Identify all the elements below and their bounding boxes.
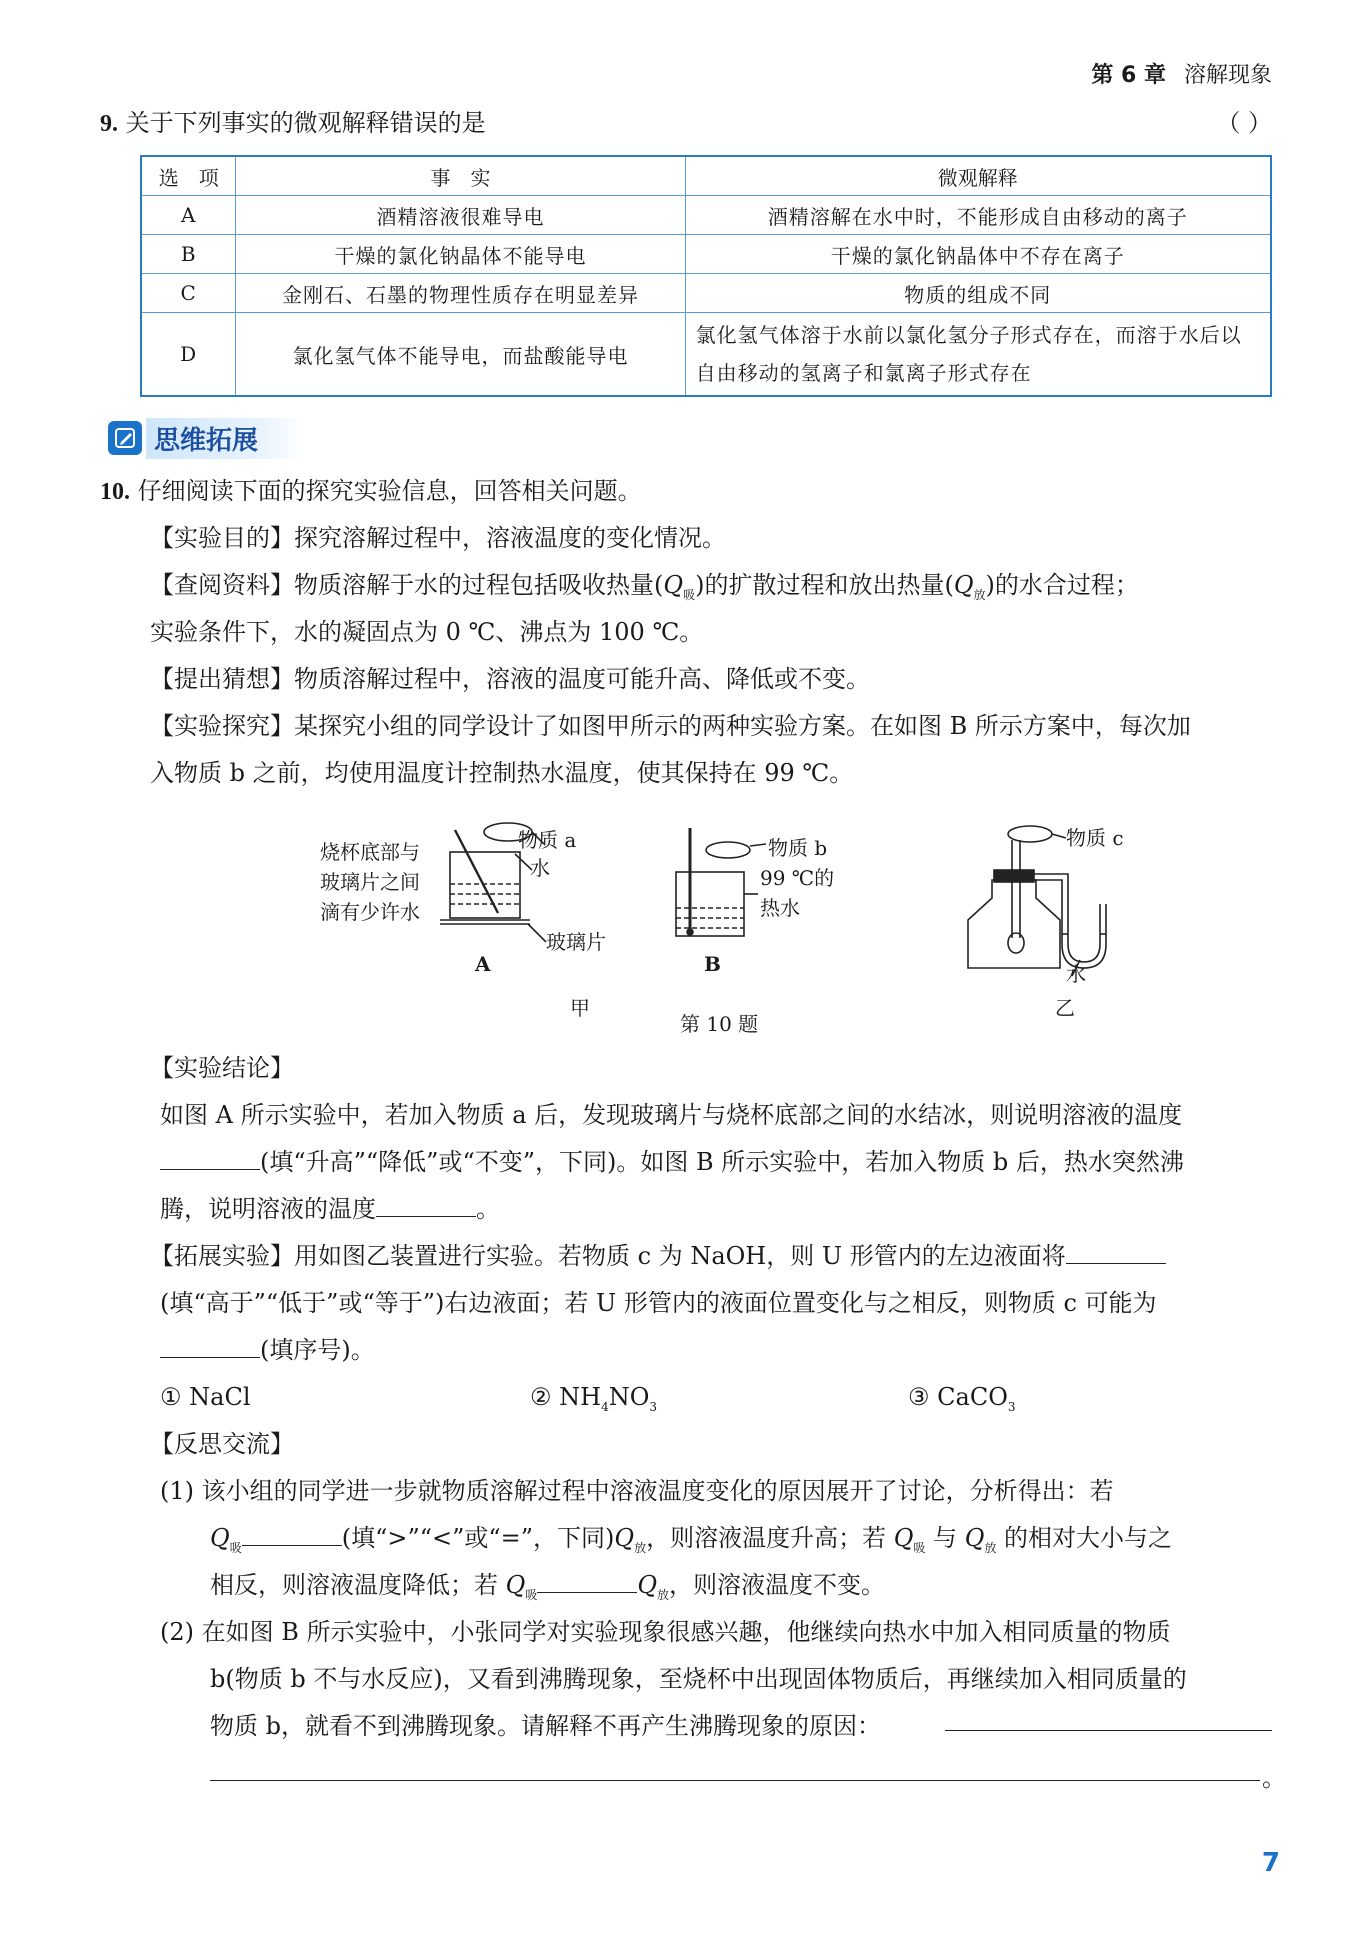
symbol-q: Q xyxy=(637,1571,658,1599)
fig-label: 物质 b xyxy=(768,836,828,860)
explore-line-2: 入物质 b 之前，均使用温度计控制热水温度，使其保持在 99 ℃。 xyxy=(150,759,854,787)
chapter-title: 溶解现象 xyxy=(1183,63,1272,88)
symbol-q: Q xyxy=(505,1571,526,1599)
text-fragment: (填“>”“<”或“=”，下同) xyxy=(341,1524,615,1552)
answer-blank[interactable] xyxy=(160,1147,260,1170)
answer-line[interactable] xyxy=(945,1730,1272,1731)
reflect-2-line-1: (2) 在如图 B 所示实验中，小张同学对实验现象很感兴趣，他继续向热水中加入相同质量的物质 xyxy=(160,1618,1171,1646)
fact-cell: 酒精溶液很难导电 xyxy=(236,196,685,235)
text-fragment: ，则溶液温度不变。 xyxy=(669,1571,886,1599)
symbol-q: Q xyxy=(953,571,974,599)
text-fragment: (填序号)。 xyxy=(260,1336,375,1364)
fig-label: 玻璃片 xyxy=(546,930,606,954)
text-fragment: 的相对大小与之 xyxy=(996,1524,1173,1552)
text-fragment: 【查阅资料】物质溶解于水的过程包括吸收热量( xyxy=(150,571,664,599)
question-number: 10. xyxy=(100,479,130,505)
table-row xyxy=(141,196,1271,235)
subscript: 4 xyxy=(601,1399,609,1414)
option-3 xyxy=(908,1374,1016,1430)
fig-label: 甲 xyxy=(570,996,590,1020)
answer-blank[interactable] xyxy=(1066,1241,1166,1264)
option-formula: NH xyxy=(559,1383,602,1411)
answer-blank[interactable] xyxy=(242,1523,342,1546)
hypothesis: 【提出猜想】物质溶解过程中，溶液的温度可能升高、降低或不变。 xyxy=(150,665,870,693)
reflect-2-line-2: b(物质 b 不与水反应)，又看到沸腾现象，至烧杯中出现固体物质后，再继续加入相同质量的 xyxy=(210,1665,1187,1693)
option-1 xyxy=(160,1374,251,1420)
apparatus-drawing xyxy=(300,808,1160,1038)
table-header: 微观解释 xyxy=(685,156,1271,196)
explanation-cell: 酒精溶解在水中时，不能形成自由移动的离子 xyxy=(685,196,1271,235)
option-formula: NO xyxy=(608,1383,650,1411)
table-header-row xyxy=(141,156,1271,196)
option-cell: D xyxy=(141,313,236,397)
fig-label: 物质 a xyxy=(518,828,577,852)
option-number: ① xyxy=(160,1383,182,1411)
experiment-purpose: 【实验目的】探究溶解过程中，溶液温度的变化情况。 xyxy=(150,524,726,552)
answer-blank[interactable] xyxy=(160,1335,260,1358)
text-fragment: 相反，则溶液温度降低；若 xyxy=(210,1571,506,1599)
symbol-q: Q xyxy=(210,1524,230,1552)
subscript: 放 xyxy=(634,1540,647,1555)
text-fragment: (填“升高”“降低”或“不变”，下同)。如图 B 所示实验中，若加入物质 b 后，热水突然沸 xyxy=(260,1148,1184,1176)
reference-line-2: 实验条件下，水的凝固点为 0 ℃、沸点为 100 ℃。 xyxy=(150,618,704,646)
explanation-cell: 氯化氢气体溶于水前以氯化氢分子形式存在，而溶于水后以自由移动的氢离子和氯离子形式存在 xyxy=(685,313,1271,397)
fig-label: 滴有少许水 xyxy=(320,900,420,924)
text-fragment: 物质 b，就看不到沸腾现象。请解释不再产生沸腾现象的原因： xyxy=(210,1712,881,1740)
section-heading xyxy=(108,418,306,458)
reflect-heading: 【反思交流】 xyxy=(150,1430,294,1458)
pencil-icon xyxy=(108,421,142,455)
fig-label: 热水 xyxy=(760,896,800,920)
option-cell: A xyxy=(141,196,236,235)
subscript: 放 xyxy=(984,1540,997,1555)
subscript: 3 xyxy=(1007,1399,1016,1414)
subscript: 放 xyxy=(973,587,986,602)
chapter-header xyxy=(1091,58,1272,89)
figure-caption: 第 10 题 xyxy=(680,1012,759,1036)
table-row xyxy=(141,313,1271,397)
option-formula: CaCO xyxy=(937,1383,1008,1411)
table-row xyxy=(141,274,1271,313)
text-fragment: 腾，说明溶液的温度 xyxy=(160,1195,376,1223)
symbol-q: Q xyxy=(964,1524,985,1552)
fig-label: 物质 c xyxy=(1066,826,1124,850)
figure-10 xyxy=(300,808,1160,1038)
conclusion-line-3 xyxy=(160,1186,500,1232)
fig-label: 水 xyxy=(530,856,550,880)
text-fragment: 【拓展实验】用如图乙装置进行实验。若物质 c 为 NaOH，则 U 形管内的左边液面将 xyxy=(150,1242,1066,1270)
fig-label: A xyxy=(475,952,491,976)
fig-label: 烧杯底部与 xyxy=(320,840,420,864)
table-header: 选 项 xyxy=(141,156,236,196)
subscript: 吸 xyxy=(229,1540,242,1555)
reflect-1-line-1: (1) 该小组的同学进一步就物质溶解过程中溶液温度变化的原因展开了讨论，分析得出：若 xyxy=(160,1477,1114,1505)
page-number: 7 xyxy=(1261,1848,1280,1878)
conclusion-line-2 xyxy=(160,1139,1184,1185)
text-fragment: )的扩散过程和放出热量( xyxy=(695,571,954,599)
option-2 xyxy=(530,1374,657,1430)
text-fragment: ，则溶液温度升高；若 xyxy=(646,1524,894,1552)
symbol-q: Q xyxy=(663,571,684,599)
subscript: 放 xyxy=(657,1587,670,1602)
fact-cell: 金刚石、石墨的物理性质存在明显差异 xyxy=(236,274,685,313)
text-fragment: )的水合过程； xyxy=(985,571,1139,599)
fig-label: 乙 xyxy=(1055,996,1075,1020)
question-number: 9. xyxy=(100,111,118,137)
explanation-cell: 干燥的氯化钠晶体中不存在离子 xyxy=(685,235,1271,274)
option-cell: B xyxy=(141,235,236,274)
question-text: 仔细阅读下面的探究实验信息，回答相关问题。 xyxy=(137,477,642,505)
question-text: 关于下列事实的微观解释错误的是 xyxy=(125,109,486,137)
table-header: 事 实 xyxy=(236,156,685,196)
option-number: ③ xyxy=(908,1383,930,1411)
question-9-table xyxy=(140,155,1272,397)
fig-label: 水 xyxy=(1066,962,1086,986)
question-9-stem xyxy=(100,100,486,147)
answer-line[interactable] xyxy=(210,1780,1260,1781)
table-row xyxy=(141,235,1271,274)
subscript: 吸 xyxy=(525,1587,538,1602)
conclusion-heading: 【实验结论】 xyxy=(150,1054,294,1082)
subscript: 吸 xyxy=(913,1540,926,1555)
subscript: 吸 xyxy=(683,587,696,602)
answer-blank[interactable] xyxy=(376,1194,476,1217)
text-fragment: 与 xyxy=(925,1524,965,1552)
period: 。 xyxy=(1262,1764,1286,1792)
explore-line-1: 【实验探究】某探究小组的同学设计了如图甲所示的两种实验方案。在如图 B 所示方案中，每次加 xyxy=(150,712,1191,740)
symbol-q: Q xyxy=(614,1524,635,1552)
conclusion-line-1: 如图 A 所示实验中，若加入物质 a 后，发现玻璃片与烧杯底部之间的水结冰，则说明溶液的温度 xyxy=(160,1101,1183,1129)
option-number: ② xyxy=(530,1383,552,1411)
answer-blank[interactable] xyxy=(537,1570,637,1593)
option-cell: C xyxy=(141,274,236,313)
fact-cell: 氯化氢气体不能导电，而盐酸能导电 xyxy=(236,313,685,397)
symbol-q: Q xyxy=(893,1524,914,1552)
option-formula: NaCl xyxy=(189,1383,251,1411)
extend-line-1 xyxy=(150,1233,1166,1279)
fig-label: 玻璃片之间 xyxy=(320,870,420,894)
question-10-intro xyxy=(100,468,642,515)
extend-line-3 xyxy=(160,1327,375,1373)
chapter-number: 第 6 章 xyxy=(1091,63,1166,88)
fig-label: 99 ℃的 xyxy=(760,866,835,890)
text-fragment: 。 xyxy=(476,1195,500,1223)
explanation-cell: 物质的组成不同 xyxy=(685,274,1271,313)
fig-label: B xyxy=(704,952,721,976)
fact-cell: 干燥的氯化钠晶体不能导电 xyxy=(236,235,685,274)
section-title: 思维拓展 xyxy=(146,418,306,459)
extend-line-2: (填“高于”“低于”或“等于”)右边液面；若 U 形管内的液面位置变化与之相反，则物质 c 可能为 xyxy=(160,1289,1157,1317)
subscript: 3 xyxy=(649,1399,658,1414)
answer-bracket: （ ） xyxy=(1216,109,1272,137)
reflect-2-line-3 xyxy=(210,1703,881,1749)
